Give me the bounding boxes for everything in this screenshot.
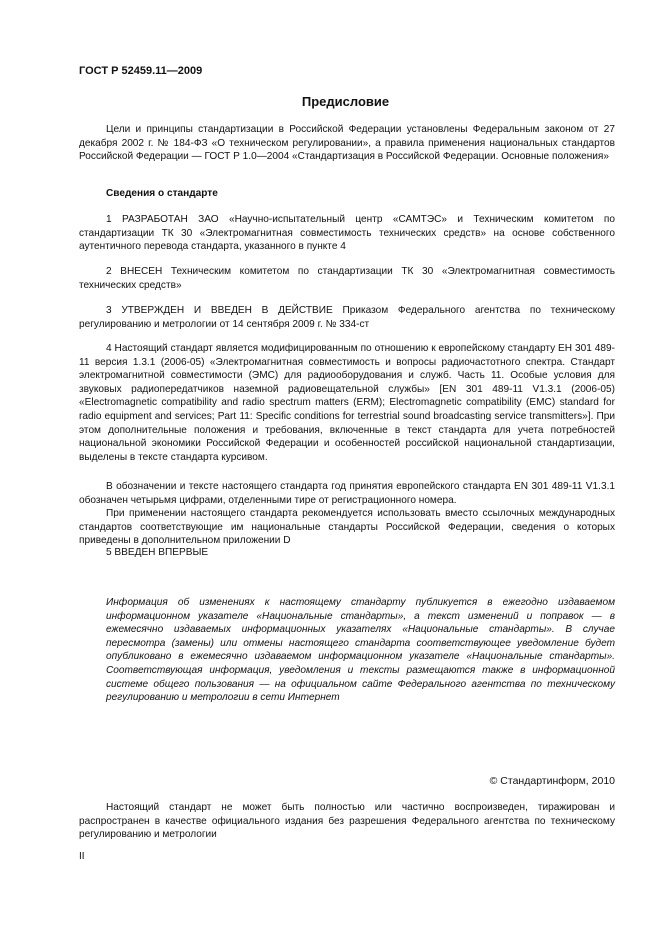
intro-paragraph: Цели и принципы стандартизации в Российской Федерации установлены Федеральным законом от 27 декабря 2002 г. № 184-ФЗ «О техническом регулировании», а правила применения национальных стандартов Российской Федерации — ГОСТ Р 1.0—2004 «Стандартизация в Российской Федерации. Основные положения» — [79, 124, 615, 163]
item-3-paragraph: 3 УТВЕРЖДЕН И ВВЕДЕН В ДЕЙСТВИЕ Приказом Федерального агентства по техническому регулированию и метрологии от 14 сентября 2009 г. № 334-ст — [79, 305, 615, 330]
page-number: II — [79, 851, 85, 862]
item-4-references-paragraph: При применении настоящего стандарта рекомендуется использовать вместо ссылочных международных стандартов соответствующие им национальные стандарты Российской Федерации, сведения о которых приведены в дополнительном приложении D — [79, 508, 615, 547]
item-4-paragraph: 4 Настоящий стандарт является модифицированным по отношению к европейскому стандарту ЕН 301 489-11 версия 1.3.1 (2006-05) «Электромагнитная совместимость и вопросы радиочастотного спектра. Стандарт электромагнитной совместимости (ЭМС) для радиооборудования и служб. Часть 11. Особые условия для звуковых радиопередатчиков наземной радиовещательной службы» [EN 301 489-11 V1.3.1 (2006-05) «Electromagnetic compatibility and radio spectrum matters (ERM); Electromagnetic compatibility (EMC) standard for radio equipment and services; Part 11: Specific conditions for terrestrial sound broadcasting service transmitters»]. При этом дополнительные положения и требования, включенные в текст стандарта для учета потребностей национальной экономики Российской Федерации и особенностей российской национальной стандартизации, выделены в тексте стандарта курсивом. — [79, 343, 615, 463]
document-code: ГОСТ Р 52459.11—2009 — [79, 65, 203, 77]
item-2-paragraph: 2 ВНЕСЕН Техническим комитетом по стандартизации ТК 30 «Электромагнитная совместимость технических средств» — [79, 266, 615, 291]
section-heading: Сведения о стандарте — [106, 188, 218, 199]
reproduction-notice: Настоящий стандарт не может быть полностью или частично воспроизведен, тиражирован и распространен в качестве официального издания без разрешения Федерального агентства по техническому регулированию и метрологии — [79, 802, 615, 841]
changes-notice: Информация об изменениях к настоящему стандарту публикуется в ежегодно издаваемом информационном указателе «Национальные стандарты», а текст изменений и поправок — в ежемесячно издаваемых информационных указателях «Национальные стандарты». В случае пересмотра (замены) или отмены настоящего стандарта соответствующее уведомление будет опубликовано в ежемесячно издаваемом информационном указателе «Национальные стандарты». Соответствующая информация, уведомления и тексты размещаются также в информационной системе общего пользования — на официальном сайте Федерального агентства по техническому регулированию и метрологии в сети Интернет — [106, 597, 615, 704]
copyright-line: © Стандартинформ, 2010 — [489, 775, 615, 787]
item-4-designation-paragraph: В обозначении и тексте настоящего стандарта год принятия европейского стандарта EN 301 489-11 V1.3.1 обозначен четырьмя цифрами, отделенными тире от регистрационного номера. — [79, 481, 615, 506]
item-5-paragraph: 5 ВВЕДЕН ВПЕРВЫЕ — [106, 547, 209, 558]
item-1-paragraph: 1 РАЗРАБОТАН ЗАО «Научно-испытательный центр «САМТЭС» и Техническим комитетом по стандартизации ТК 30 «Электромагнитная совместимость технических средств» на основе собственного аутентичного перевода стандарта, указанного в пункте 4 — [79, 214, 615, 253]
page-title: Предисловие — [301, 94, 390, 109]
